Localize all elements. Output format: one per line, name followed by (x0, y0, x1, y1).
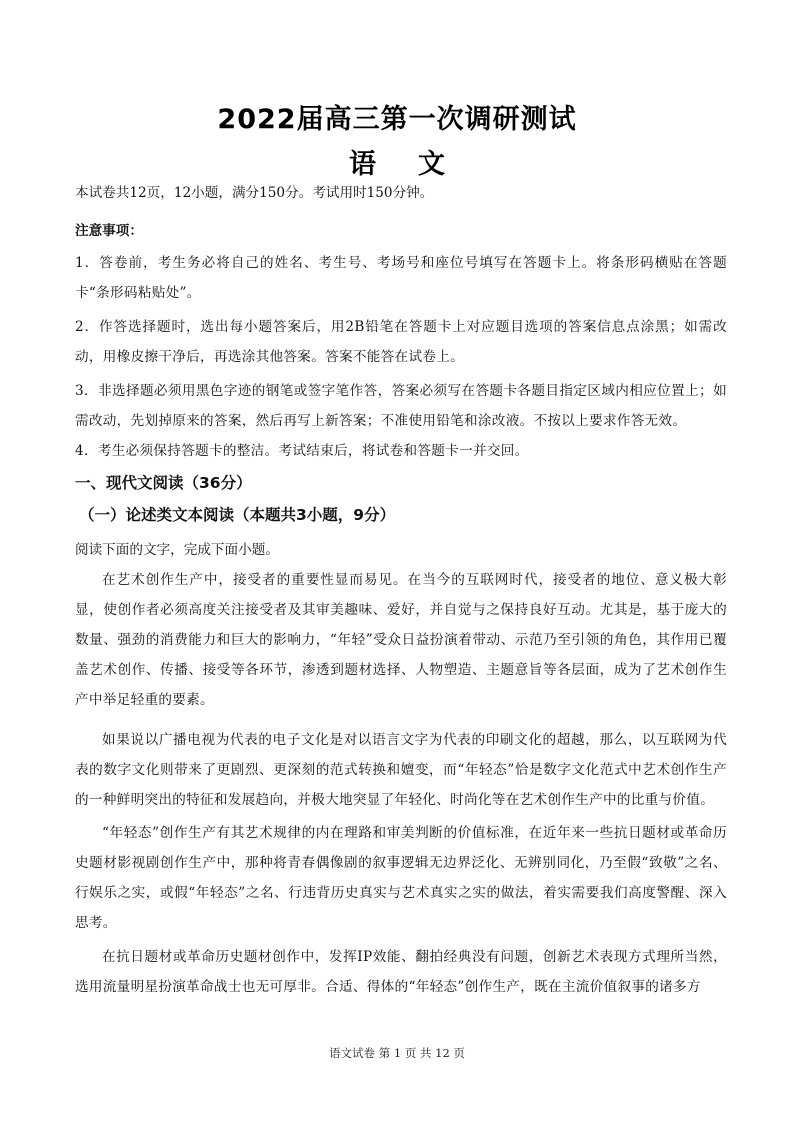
exam-title: 2022届高三第一次调研测试 (217, 104, 577, 135)
subsection-heading: （一）论述类文本阅读（本题共3小题，9分） (79, 506, 396, 524)
note-item-4: 4．考生必须保持答题卡的整洁。考试结束后，将试卷和答题卡一并交回。 (75, 443, 529, 459)
passage-paragraph-1: 在艺术创作生产中，接受者的重要性显而易见。在当今的互联网时代，接受者的地位、意义极大彰显，使创作者必须高度关注接受者及其审美趣味、爱好，并自觉与之保持良好互动。尤其是，基于庞大的数量、强劲的消费能力和巨大的影响力，“年轻”受众日益扮演着带动、示范乃至引领的角色，其作用已覆盖艺术创作、传播、接受等各环节，渗透到题材选择、人物塑造、主题意旨等各层面，成为了艺术创作生产中举足轻重的要素。 (75, 572, 727, 708)
page-footer: 语文试卷 第 1 页 共 12 页 (329, 1046, 465, 1060)
reading-instruction: 阅读下面的文字，完成下面小题。 (75, 542, 279, 558)
section-heading: 一、现代文阅读（36分） (75, 474, 252, 492)
subject-title: 语文 (349, 149, 487, 180)
passage-paragraph-2: 如果说以广播电视为代表的电子文化是对以语言文字为代表的印刷文化的超越，那么，以互联网为代表的数字文化则带来了更剧烈、更深刻的范式转换和嬗变，而“年轻态”恰是数字文化范式中艺术创作生产的一种鲜明突出的特征和发展趋向，并极大地突显了年轻化、时尚化等在艺术创作生产中的比重与价值。 (75, 732, 727, 808)
passage-paragraph-3: “年轻态”创作生产有其艺术规律的内在理路和审美判断的价值标准，在近年来一些抗日题材或革命历史题材影视剧创作生产中，那种将青春偶像剧的叙事逻辑无边界泛化、无辨别同化，乃至假“致敬”之名、行娱乐之实，或假“年轻态”之名、行违背历史真实与艺术真实之实的做法，着实需要我们高度警醒、深入思考。 (75, 825, 727, 931)
passage-paragraph-4: 在抗日题材或革命历史题材创作中，发挥IP效能、翻拍经典没有问题，创新艺术表现方式理所当然，选用流量明星扮演革命战士也无可厚非。合适、得体的“年轻态”创作生产，既在主流价值叙事的诸多方 (75, 949, 727, 995)
note-item-2: 2．作答选择题时，选出每小题答案后，用2B铅笔在答题卡上对应题目选项的答案信息点涂黑；如需改动，用橡皮擦干净后，再选涂其他答案。答案不能答在试卷上。 (75, 319, 727, 365)
note-item-1: 1．答卷前，考生务必将自己的姓名、考生号、考场号和座位号填写在答题卡上。将条形码横贴在答题卡“条形码粘贴处”。 (75, 255, 727, 301)
note-item-3: 3．非选择题必须用黑色字迹的钢笔或签字笔作答，答案必须写在答题卡各题目指定区域内相应位置上；如需改动，先划掉原来的答案，然后再写上新答案；不准使用铅笔和涂改液。不按以上要求作答无效。 (75, 383, 727, 429)
notes-heading: 注意事项： (75, 223, 143, 239)
exam-intro: 本试卷共12页，12小题，满分150分。考试用时150分钟。 (75, 185, 434, 201)
